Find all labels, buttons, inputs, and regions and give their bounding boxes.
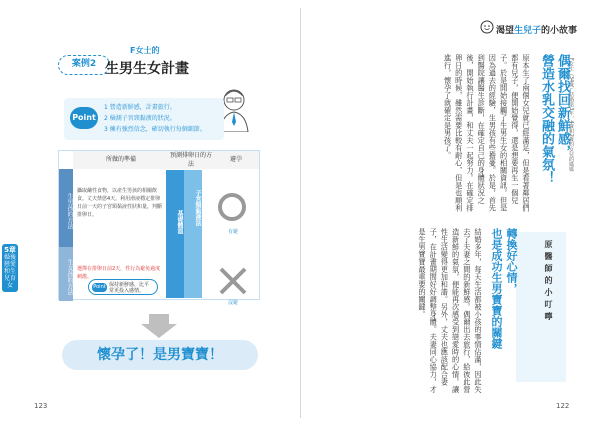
table-header-contraception: 避孕: [213, 151, 259, 169]
plan-title: 生男生女計畫: [105, 61, 189, 77]
point-panel: [64, 98, 224, 140]
prep-point-badge: Point: [93, 284, 106, 290]
table-header-date: 預測排卵日的方法: [169, 152, 212, 168]
row-label-girl: 生女孩的方法: [59, 247, 73, 301]
heading2-line1: 轉換好心情，: [505, 228, 518, 294]
advice-paragraph: 結婚多年，每天生活都被小孩的事情佔滿，因此失去了夫妻之間的新鮮感。偶爾出去旅行，給彼此營造新鮮的氣氛，便能再次感受到戀愛時的心情，讓性生活變得更加和諧。另外，丈夫也應該配合妻子，在計畫期間好好調整身體。夫妻同心協力，才是生男寶寶最重要的關鍵。: [417, 228, 483, 393]
cervical-mucus-label: 子宮頸黏液法: [194, 190, 201, 226]
case-label: 案例2: [58, 55, 110, 75]
result-banner: 懷孕了！是男寶寶！: [62, 340, 258, 370]
header-highlight: 生兒子: [514, 26, 542, 36]
heading2-line2: 也是成功生男寶寶的關鍵: [490, 228, 503, 349]
heading1-line1: 偶爾找回新鮮感，: [555, 54, 570, 158]
page-header-title: [496, 23, 577, 36]
story-paragraph: 原本生了兩個女兒就已經滿足，但是看著鄰居們都有兒子，便開始覺得，還是想要再生一個兒子。於是開始接觸了生男生女的相關資訊，但是因為過去的經驗，生男孩有些擔憂。於是，首先到醫院讓醫生診斷，在確定自己的身體狀況之後，開始執行計畫，和丈夫一起努力。在確定排卵日的時候，雖然需要比較有耐心，但是也順利進行，懷孕了就確定是男孩了。: [443, 54, 531, 212]
basal-temperature-band: [166, 170, 184, 298]
prep-point-box: [88, 279, 158, 295]
basal-temperature-label: 基礎體溫: [176, 210, 183, 234]
page-spine: [300, 8, 301, 418]
cross-mark-icon: [218, 266, 248, 296]
yes-label: 有避: [228, 229, 239, 235]
chapter-tab-text: 婚後戀愛和生兒育女: [3, 254, 16, 289]
row-text-boy: 攝取鹼性食物，以產生男孩的相關飲食。丈夫禁慾4天。利用滑液穩定排卵日前一天的子宮頸黏液性狀和量，判斷排卵日。: [77, 188, 163, 218]
left-page-number: 123: [34, 402, 48, 410]
point-item: 3 擁有強烈信念，確切執行每個細節。: [104, 126, 206, 133]
down-arrow-icon: [139, 314, 179, 338]
point-item: 1 營造新鮮感，計畫旅行。: [104, 104, 176, 111]
chapter-number: 5章: [4, 246, 16, 254]
point-item: 2 檢測子宮頸黏液的狀況。: [104, 115, 176, 122]
circle-mark-icon: [218, 193, 246, 221]
no-label: 沒避: [228, 300, 239, 306]
point-badge: Point: [70, 107, 98, 129]
header-suffix: 的小故事: [541, 26, 578, 36]
doctor-tip-label: 原醫師的小叮嚀: [544, 240, 553, 324]
row-label-boy: 生男孩的方法: [59, 169, 73, 247]
table-header-prep: 所做的準備: [73, 151, 169, 169]
face-icon: [480, 20, 494, 34]
case-subtitle: F女士（34歲）結婚第3年，4歲和2歲的女兒的媽媽: [568, 58, 574, 172]
right-page-number: 122: [556, 402, 570, 410]
row-text-girl: 選擇在排卵日前2天，性行為避免過度刺激。: [77, 266, 161, 280]
header-prefix: 渴望: [496, 26, 515, 36]
doctor-tip-sidebar: [516, 232, 566, 382]
cervical-mucus-band: [184, 170, 202, 298]
chapter-side-tab[interactable]: [2, 244, 18, 292]
heading1-line2: 營造水乳交融的氣氛！: [539, 54, 554, 184]
plan-subtitle: F女士的: [130, 46, 160, 55]
prep-point-text: 保持新鮮感，比平常更投入感情。: [109, 282, 150, 294]
